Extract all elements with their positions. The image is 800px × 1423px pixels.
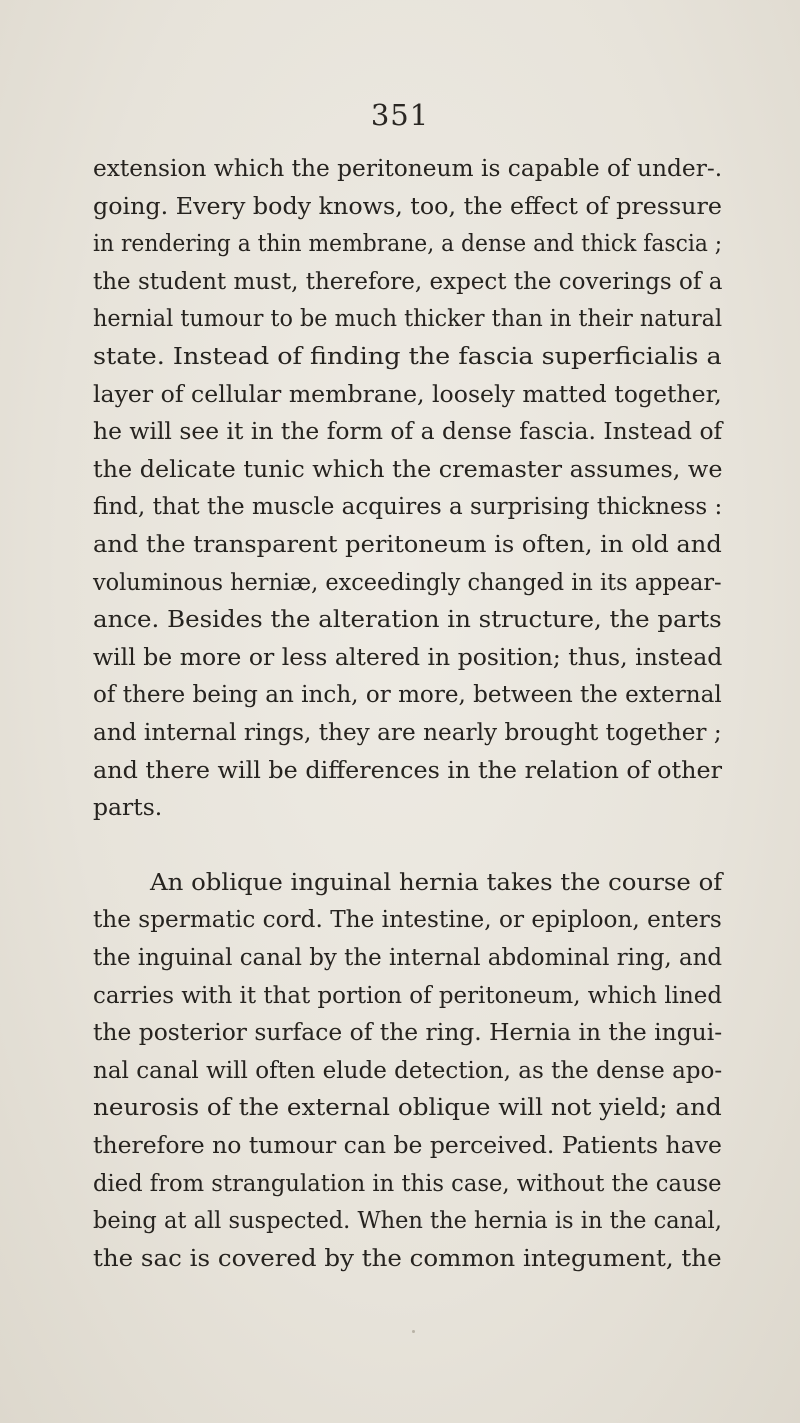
text-line: extension which the peritoneum is capable of under-. bbox=[93, 154, 723, 182]
text-line: therefore no tumour can be perceived. Patients have bbox=[93, 1131, 722, 1159]
text-line: died from strangulation in this case, without the cause bbox=[93, 1168, 722, 1197]
text-line: voluminous herniæ, exceedingly changed in its appear- bbox=[93, 567, 722, 596]
text-line: the inguinal canal by the internal abdominal ring, and bbox=[93, 943, 723, 971]
text-line: nal canal will often elude detection, as the dense apo- bbox=[93, 1055, 723, 1084]
paper-speck bbox=[412, 1330, 415, 1333]
text-line: the posterior surface of the ring. Hernia in the ingui- bbox=[93, 1018, 723, 1047]
page-number: 351 bbox=[370, 98, 430, 132]
text-line: layer of cellular membrane, loosely matted together, bbox=[93, 379, 722, 408]
text-line: hernial tumour to be much thicker than in their natural bbox=[93, 304, 723, 333]
text-line: and internal rings, they are nearly brought together ; bbox=[93, 718, 722, 746]
text-line: state. Instead of finding the fascia superficialis a bbox=[93, 342, 722, 370]
text-line: going. Every body knows, too, the effect of pressure bbox=[93, 191, 722, 220]
text-line: An oblique inguinal hernia takes the course of bbox=[150, 867, 723, 896]
text-line: and the transparent peritoneum is often, in old and bbox=[93, 530, 722, 558]
text-line: carries with it that portion of peritoneum, which lined bbox=[93, 980, 723, 1009]
text-line: the delicate tunic which the cremaster assumes, we bbox=[93, 454, 723, 483]
text-line: find, that the muscle acquires a surprising thickness : bbox=[93, 492, 723, 521]
text-line: the spermatic cord. The intestine, or epiploon, enters bbox=[93, 905, 722, 934]
text-line: the sac is covered by the common integument, the bbox=[93, 1243, 722, 1272]
text-line: the student must, therefore, expect the coverings of a bbox=[93, 266, 723, 295]
text-line: will be more or less altered in position; thus, instead bbox=[93, 642, 723, 671]
text-line: in rendering a thin membrane, a dense and thick fascia ; bbox=[93, 229, 723, 258]
text-line: he will see it in the form of a dense fascia. Instead of bbox=[93, 417, 723, 446]
text-line: being at all suspected. When the hernia is in the canal, bbox=[93, 1206, 722, 1235]
text-line: parts. bbox=[93, 793, 163, 822]
text-line: of there being an inch, or more, between the external bbox=[93, 680, 722, 709]
text-line: ance. Besides the alteration in structure, the parts bbox=[93, 605, 722, 634]
text-line: neurosis of the external oblique will not yield; and bbox=[93, 1093, 722, 1122]
text-line: and there will be differences in the relation of other bbox=[93, 755, 722, 784]
